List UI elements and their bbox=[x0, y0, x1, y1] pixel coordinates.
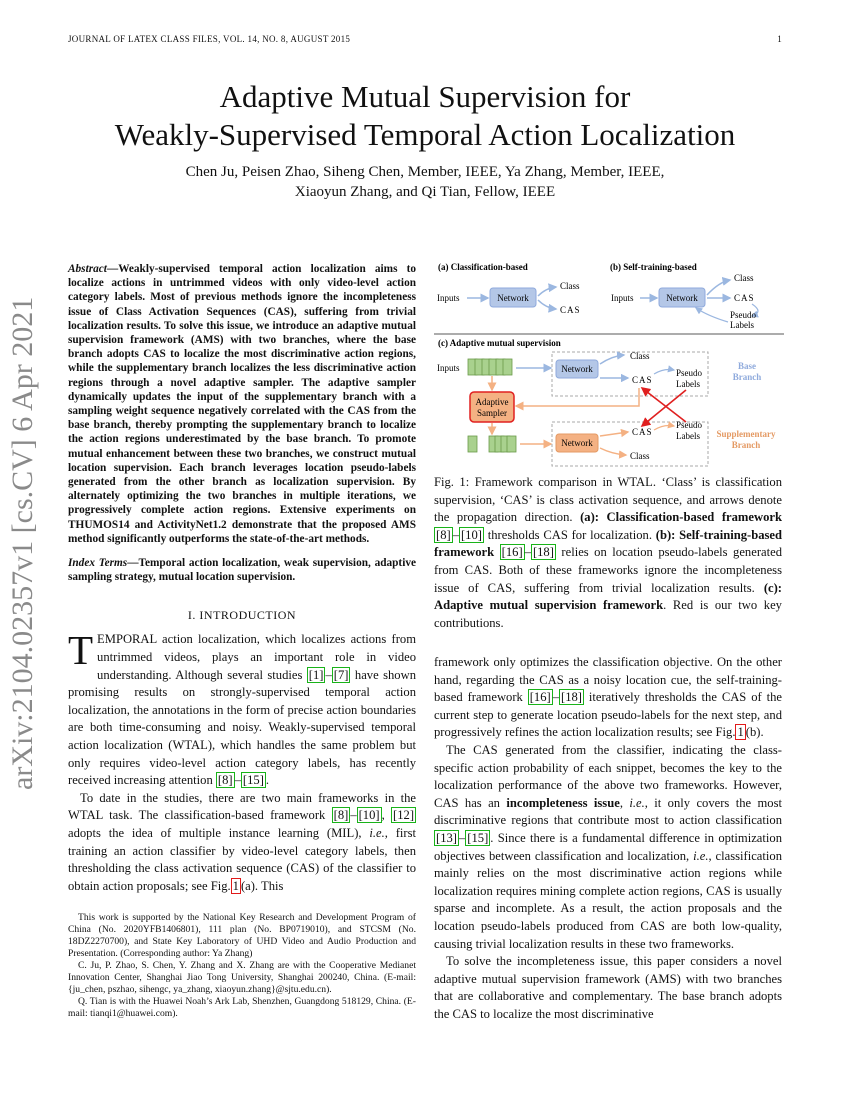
drop-cap: T bbox=[68, 627, 94, 674]
intro-text: , bbox=[381, 808, 392, 823]
panel-b-class: Class bbox=[734, 273, 754, 283]
intro-text: , first training an action classifier by video-level category labels, then thresholding the class activation sequence (CAS) of the classifier to obtain action proposals; see Fig. bbox=[68, 826, 416, 893]
citation-link[interactable]: [13] bbox=[436, 830, 457, 845]
caption-part: (c): Adaptive mutual supervision framework bbox=[434, 580, 782, 613]
framework-figure bbox=[434, 258, 784, 470]
supplementary-labels: Labels bbox=[676, 431, 700, 441]
supplementary-branch-title: Supplementary bbox=[716, 429, 776, 439]
author-list bbox=[40, 162, 810, 202]
right-column-body bbox=[434, 654, 782, 1023]
panel-c-arrow bbox=[600, 355, 624, 364]
section-number: I. bbox=[187, 608, 196, 623]
adaptive-sampler-line-1: Adaptive bbox=[475, 397, 509, 407]
title-line-2: Weakly-Supervised Temporal Action Localization bbox=[114, 117, 736, 152]
intro-paragraph-2 bbox=[68, 790, 416, 896]
page-number: 1 bbox=[777, 34, 782, 44]
base-branch-subtitle: Branch bbox=[732, 372, 762, 382]
panel-c-inputs: Inputs bbox=[437, 363, 460, 373]
base-network-label: Network bbox=[561, 364, 593, 374]
citation-link[interactable]: [10] bbox=[460, 527, 482, 542]
input-frames bbox=[468, 359, 512, 375]
citation-link[interactable]: [8] bbox=[333, 808, 349, 823]
intro-text: EMPORAL action localization, which localizes actions from untrimmed videos, plays an important role in video understanding. Although several studies bbox=[97, 632, 416, 682]
figure-link[interactable]: 1 bbox=[232, 878, 239, 893]
introduction-body bbox=[68, 627, 416, 895]
intro-text: To date in the studies, there are two main frameworks in the WTAL task. The classification-based framework bbox=[68, 790, 416, 823]
panel-a-inputs: Inputs bbox=[437, 293, 460, 303]
footnotes bbox=[68, 912, 416, 1020]
panel-b-pseudo: Pseudo bbox=[730, 310, 757, 320]
citation-link[interactable]: [15] bbox=[242, 773, 264, 788]
figure-panel-c-label: (c) Adaptive mutual supervision bbox=[438, 338, 561, 348]
paper-title bbox=[40, 78, 810, 154]
panel-a-arrow bbox=[538, 300, 556, 309]
intro-text: i.e. bbox=[369, 826, 385, 840]
panel-a-cas: CAS bbox=[560, 305, 581, 315]
index-terms bbox=[68, 556, 416, 584]
adaptive-sampler-line-2: Sampler bbox=[477, 408, 507, 418]
body-text: , classification mainly relies on the most discriminative action regions while localization requires mining complete action regions, CAS is usually sparse and incomplete. As a result, the action proposals and the location pseudo-labels produced from CAS are both low-quality, causing trivial localization results in these two frameworks. bbox=[434, 848, 782, 951]
arxiv-identifier: arXiv:2104.02357v1 [cs.CV] 6 Apr 2021 bbox=[6, 296, 39, 790]
intro-text: – bbox=[350, 808, 357, 823]
supplementary-pseudo: Pseudo bbox=[676, 420, 703, 430]
base-labels: Labels bbox=[676, 379, 700, 389]
body-text: framework only optimizes the classification objective. On the other hand, regarding the CAS as a noisy location cue, the self-training-based framework bbox=[434, 655, 782, 705]
body-text: – bbox=[552, 690, 560, 705]
caption-text bbox=[434, 474, 782, 632]
supplementary-branch-subtitle: Branch bbox=[731, 440, 761, 450]
journal-name: JOURNAL OF LATEX CLASS FILES, VOL. 14, NO. 8, AUGUST 2015 bbox=[68, 34, 351, 44]
sampled-frames bbox=[468, 436, 516, 452]
caption-part: – bbox=[524, 545, 531, 560]
mutual-supervision-arrow bbox=[642, 388, 686, 422]
running-header bbox=[68, 34, 782, 44]
caption-part: relies on location pseudo-labels generated from CAS. Both of these frameworks ignore the incompleteness issue of CAS, suffering from trivial localization results. bbox=[434, 545, 782, 595]
panel-c-arrow bbox=[600, 448, 626, 455]
figure-link[interactable]: 1 bbox=[737, 725, 744, 740]
cas-to-sampler-arrow bbox=[516, 388, 639, 406]
footnote-affiliation-huawei: Q. Tian is with the Huawei Noah’s Ark Lab, Shenzhen, Guangdong 518129, China. (E-mail: tianqi1@huawei.com). bbox=[68, 996, 416, 1019]
right-paragraph-2 bbox=[434, 742, 782, 953]
index-terms-text: —Temporal action localization, weak supervision, adaptive sampling strategy, mutual location supervision. bbox=[68, 557, 416, 584]
caption-part: thresholds CAS for localization. bbox=[483, 527, 656, 542]
citation-link[interactable]: [18] bbox=[532, 545, 554, 560]
figure-caption bbox=[434, 474, 782, 632]
panel-b-feedback-arrow bbox=[696, 308, 728, 322]
body-text: , it only covers the most discriminative regions that contribute most to action classification bbox=[434, 795, 783, 828]
base-class: Class bbox=[630, 351, 650, 361]
intro-text: . bbox=[265, 773, 270, 788]
abstract bbox=[68, 262, 416, 546]
intro-text: – bbox=[234, 773, 241, 788]
section-heading bbox=[68, 608, 416, 623]
caption-part: Fig. 1: Framework comparison in WTAL. ‘Class’ is classification supervision, ‘CAS’ is class activation sequence, and arrows denote the propagation direction. bbox=[434, 475, 782, 525]
base-cas: CAS bbox=[632, 375, 653, 385]
citation-link[interactable]: [10] bbox=[358, 808, 380, 823]
caption-part: . Red is our two key contributions. bbox=[434, 598, 782, 630]
body-text: incompleteness issue bbox=[506, 795, 620, 810]
intro-text: (a). This bbox=[240, 878, 284, 893]
body-text: i.e. bbox=[629, 795, 645, 810]
panel-b-network-label: Network bbox=[666, 293, 698, 303]
right-paragraph-3: To solve the incompleteness issue, this paper considers a novel adaptive mutual supervision framework (AMS) with two branches that are collaborative and complementary. The base branch adopts the CAS to localize the most discriminative bbox=[434, 954, 782, 1021]
section-name: INTRODUCTION bbox=[199, 608, 297, 623]
citation-link[interactable]: [18] bbox=[561, 690, 582, 705]
caption-part: (b): Self-training-based framework bbox=[434, 527, 782, 560]
body-text: , bbox=[619, 795, 630, 810]
citation-link[interactable]: [16] bbox=[529, 690, 551, 705]
body-text: iteratively thresholds the CAS of the current step to generate location pseudo-labels for the next step, and progressively refines the action localization results; see Fig. bbox=[434, 690, 782, 740]
intro-text: adopts the idea of multiple instance learning (MIL), bbox=[68, 826, 370, 840]
base-branch-title: Base bbox=[738, 361, 756, 371]
citation-link[interactable]: [8] bbox=[217, 773, 233, 788]
panel-b-cas: CAS bbox=[734, 293, 755, 303]
caption-part: (a): Classification-based framework bbox=[580, 510, 782, 525]
right-paragraph-1 bbox=[434, 654, 782, 742]
panel-a-arrow bbox=[538, 287, 556, 296]
intro-text: have shown promising results on strongly-supervised temporal action localization, the annotations in the form of precise action boundaries are both time-consuming and noisy. Weakly-supervised temporal action localization (WTAL), which handles the same problem but only requires video-level action category labels, has recently received increasing attention bbox=[68, 667, 416, 788]
intro-paragraph-1 bbox=[68, 627, 416, 789]
panel-a-network-label: Network bbox=[497, 293, 529, 303]
title-line-1: Adaptive Mutual Supervision for bbox=[219, 79, 631, 114]
caption-part: – bbox=[452, 527, 459, 542]
panel-c-arrow bbox=[654, 426, 674, 431]
authors-line-1: Chen Ju, Peisen Zhao, Siheng Chen, Member, IEEE, Ya Zhang, Member, IEEE, bbox=[185, 164, 665, 180]
citation-link[interactable]: [7] bbox=[333, 667, 349, 682]
caption-part bbox=[494, 545, 500, 559]
body-text: The CAS generated from the classifier, indicating the class-specific action probability of each snippet, becomes the key to the localization performance of the above two frameworks. However, CAS has an bbox=[434, 742, 782, 810]
citation-link[interactable]: [12] bbox=[393, 808, 415, 823]
footnote-funding: This work is supported by the National Key Research and Development Program of China (No. 2020YFB1406801), 111 plan (No. BP0719010), and STCSM (No. 18DZ2270700), and State Key Laboratory of UHD Video and Audio Production and Presentation. (Corresponding author: Ya Zhang) bbox=[68, 912, 416, 959]
citation-link[interactable]: [15] bbox=[467, 830, 489, 845]
footnote-affiliation-sjtu: C. Ju, P. Zhao, S. Chen, Y. Zhang and X. Zhang are with the Cooperative Medianet Innovation Center, Shanghai Jiao Tong University, Shanghai 200240, China. (E-mail: {ju_chen, pszhao, sihengc, ya_zhang, xiaoyun.zhang}@sjtu.edu.cn). bbox=[68, 960, 416, 995]
body-text: i.e. bbox=[693, 848, 709, 863]
citation-link[interactable]: [8] bbox=[436, 527, 451, 542]
panel-b-arrow bbox=[707, 280, 730, 295]
abstract-text: —Weakly-supervised temporal action localization aims to localize actions in untrimmed videos with only video-level action category labels. Most of previous methods ignore the incompleteness issue of Class Activation Sequences (CAS), suffering from trivial localization results. To solve this issue, we introduce an adaptive mutual supervision framework (AMS) with two branches, where the base branch adopts CAS to localize the most discriminative action regions, while the supplementary branch localizes the less discriminative action regions through a novel adaptive sampler. The adaptive sampler dynamically updates the input of the supplementary branch with a sampling weight sequence negatively correlated with the CAS from the base branch, thereby prompting the supplementary branch to localize the action regions underestimated by the base branch. To promote mutual enhancement between these two branches, we construct mutual location supervision. Each branch leverages location pseudo-labels generated from the other branch as localization supervision. By alternately optimizing the two branches in multiple iterations, we progressively complete action regions. Extensive experiments on THUMOS14 and ActivityNet1.2 demonstrate that the proposed AMS method significantly outperforms the state-of-the-art methods. bbox=[68, 263, 416, 545]
supplementary-cas: CAS bbox=[632, 427, 653, 437]
panel-a-class: Class bbox=[560, 281, 580, 291]
citation-link[interactable]: [16] bbox=[501, 545, 523, 560]
panel-b-inputs: Inputs bbox=[611, 293, 634, 303]
left-column bbox=[68, 262, 416, 895]
supplementary-network-label: Network bbox=[561, 438, 593, 448]
body-text: – bbox=[458, 830, 466, 845]
panel-b-labels: Labels bbox=[730, 320, 754, 330]
panel-c-arrow bbox=[600, 432, 628, 436]
authors-line-2: Xiaoyun Zhang, and Qi Tian, Fellow, IEEE bbox=[294, 184, 556, 200]
supplementary-class: Class bbox=[630, 451, 650, 461]
body-text: . Since there is a fundamental difference in optimization objectives between classification and localization, bbox=[434, 830, 782, 863]
panel-c-arrow bbox=[654, 370, 674, 375]
intro-text: – bbox=[325, 667, 332, 682]
citation-link[interactable]: [1] bbox=[308, 667, 324, 682]
body-text: (b). bbox=[745, 725, 764, 740]
index-terms-label: Index Terms bbox=[68, 557, 128, 570]
figure-panel-a-label: (a) Classification-based bbox=[438, 262, 528, 272]
abstract-label: Abstract bbox=[68, 263, 107, 275]
base-pseudo: Pseudo bbox=[676, 368, 703, 378]
figure-panel-b-label: (b) Self-training-based bbox=[610, 262, 697, 272]
